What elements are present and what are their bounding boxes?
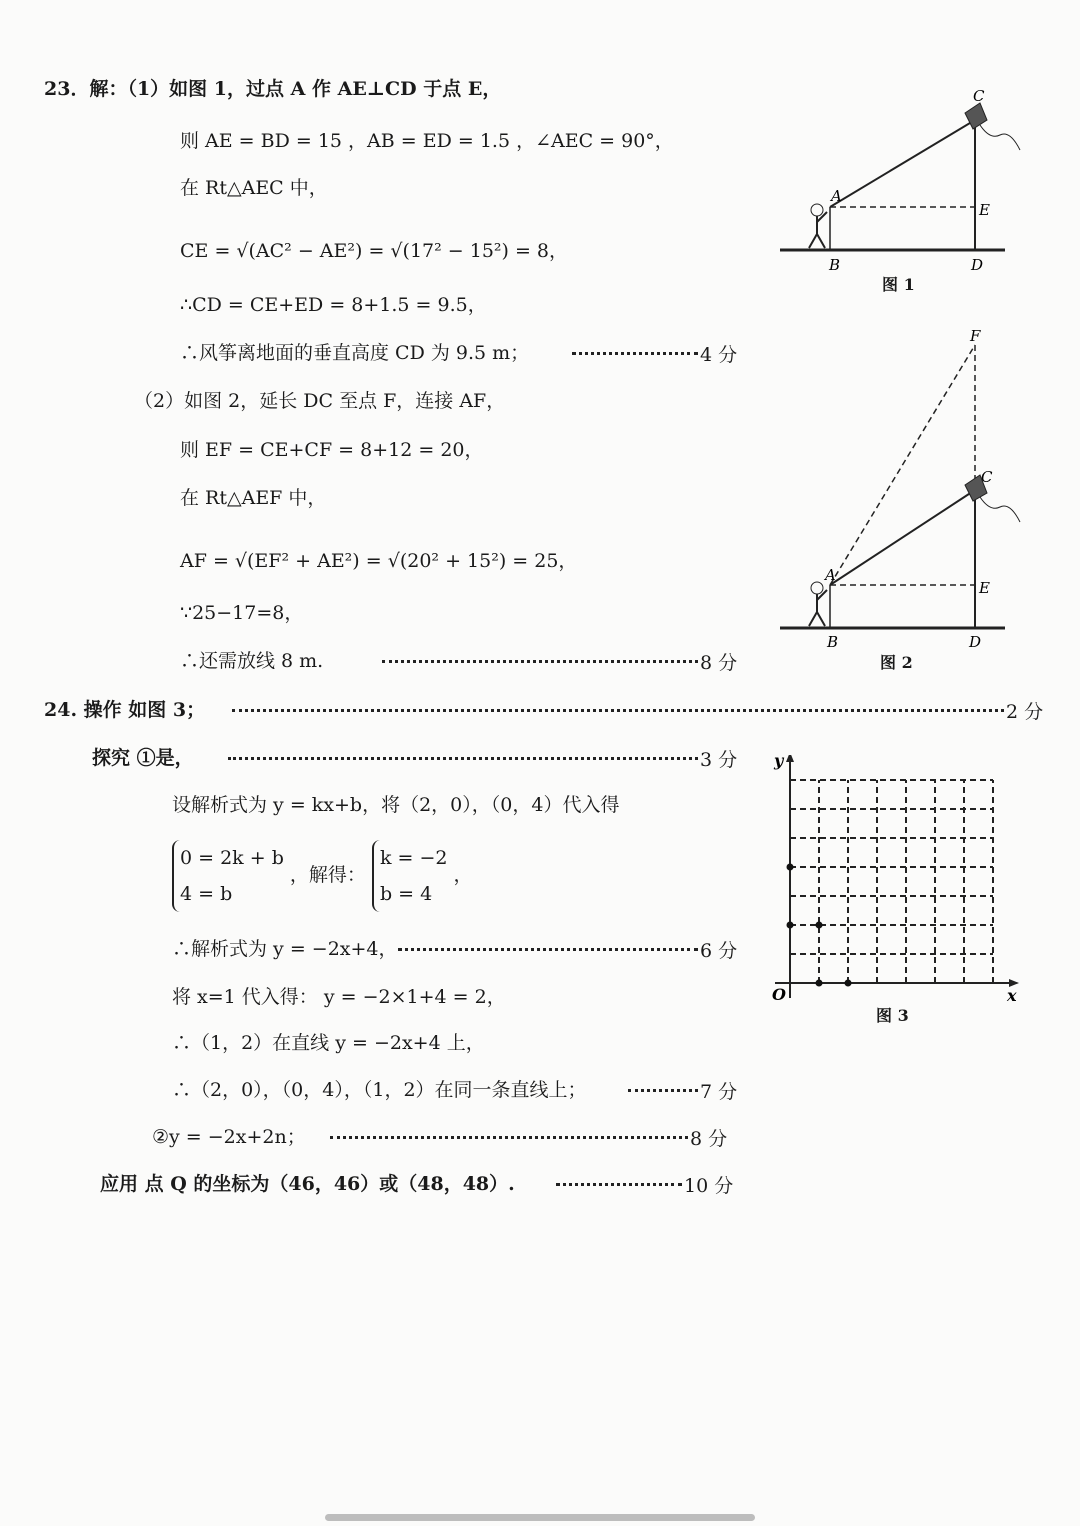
solve-label: ，解得： bbox=[289, 864, 366, 886]
q23-line7: （2）如图 2，延长 DC 至点 F，连接 AF， bbox=[134, 390, 506, 412]
q23-line8: 则 EF = CE+CF = 8+12 = 20， bbox=[180, 439, 484, 461]
q23-line5: ∴CD = CE+ED = 8+1.5 = 9.5， bbox=[180, 294, 487, 316]
score-8b: 8 分 bbox=[690, 1128, 728, 1150]
system1-eq1: 0 = 2k + b bbox=[180, 847, 284, 869]
q23-line4: CE = √(AC² − AE²) = √(17² − 15²) = 8， bbox=[180, 240, 569, 262]
figure-3-coordinate-grid bbox=[765, 755, 1025, 1005]
origin-label: O bbox=[772, 985, 786, 1004]
q24-line6: ∴（1，2）在直线 y = −2x+4 上， bbox=[172, 1032, 485, 1054]
figure-2-kite-diagram bbox=[775, 325, 1025, 655]
dot-leader bbox=[330, 1136, 688, 1139]
q24-line3: 设解析式为 y = kx+b，将（2，0），（0，4）代入得 bbox=[172, 794, 620, 816]
score-6: 6 分 bbox=[700, 940, 738, 962]
q23-line2: 则 AE = BD = 15 ，AB = ED = 1.5 ，∠AEC = 90°， bbox=[180, 130, 674, 152]
horizontal-scrollbar[interactable] bbox=[325, 1514, 755, 1521]
score-4: 4 分 bbox=[700, 344, 738, 366]
q24-line8: ②y = −2x+2n； bbox=[152, 1126, 306, 1148]
comma: ， bbox=[453, 864, 473, 886]
score-3: 3 分 bbox=[700, 749, 738, 771]
dot-leader bbox=[232, 709, 1004, 712]
label-E: E bbox=[979, 579, 990, 597]
person-icon bbox=[811, 204, 823, 216]
q23-line11: ∵25−17=8， bbox=[180, 602, 304, 624]
system2-eq2: b = 4 bbox=[379, 883, 433, 905]
y-axis-label: y bbox=[774, 755, 784, 770]
grid-point bbox=[816, 922, 823, 929]
dot-leader bbox=[382, 660, 698, 663]
figure-1-kite-diagram bbox=[775, 85, 1025, 285]
label-A: A bbox=[831, 187, 842, 205]
dot-leader bbox=[628, 1089, 698, 1092]
score-8: 8 分 bbox=[700, 652, 738, 674]
person-icon bbox=[811, 582, 823, 594]
figure-2-caption: 图 2 bbox=[880, 653, 913, 672]
figure-3-caption: 图 3 bbox=[876, 1006, 909, 1025]
system2-eq1: k = −2 bbox=[379, 847, 448, 869]
grid-point bbox=[816, 980, 823, 987]
grid-point bbox=[845, 980, 852, 987]
label-F: F bbox=[970, 327, 981, 345]
q23-line9: 在 Rt△AEF 中， bbox=[180, 487, 327, 509]
q23-line3: 在 Rt△AEC 中， bbox=[180, 177, 328, 199]
score-7: 7 分 bbox=[700, 1081, 738, 1103]
q24-line5: 将 x=1 代入得： y = −2×1+4 = 2， bbox=[172, 986, 506, 1008]
score-2: 2 分 bbox=[1006, 701, 1044, 723]
label-B: B bbox=[827, 633, 839, 651]
q23-line12: ∴还需放线 8 m. bbox=[180, 650, 324, 672]
q24-line1: 24. 操作 如图 3； bbox=[44, 699, 206, 721]
q24-line9: 应用 点 Q 的坐标为（46，46）或（48，48）. bbox=[100, 1173, 515, 1195]
grid-point bbox=[787, 864, 794, 871]
dot-leader bbox=[398, 948, 698, 951]
y-axis-arrow-icon bbox=[786, 755, 794, 762]
label-A: A bbox=[825, 566, 836, 584]
label-B: B bbox=[829, 256, 841, 274]
q24-line4: ∴解析式为 y = −2x+4， bbox=[172, 938, 398, 960]
q23-line1: 23．解：（1）如图 1，过点 A 作 AE⊥CD 于点 E， bbox=[44, 78, 502, 100]
grid-point bbox=[787, 922, 794, 929]
label-E: E bbox=[979, 201, 990, 219]
q23-line10: AF = √(EF² + AE²) = √(20² + 15²) = 25， bbox=[180, 550, 578, 572]
dot-leader bbox=[572, 352, 698, 355]
label-D: D bbox=[971, 256, 984, 274]
q24-line7: ∴（2，0），（0，4），（1，2）在同一条直线上； bbox=[172, 1079, 587, 1101]
figure-1-caption: 图 1 bbox=[882, 275, 915, 294]
q23-line6: ∴风筝离地面的垂直高度 CD 为 9.5 m； bbox=[180, 342, 530, 364]
q24-line2: 探究 ①是， bbox=[92, 747, 194, 769]
dot-leader bbox=[556, 1183, 682, 1186]
dot-leader bbox=[228, 757, 698, 760]
q24-equation-system bbox=[172, 840, 473, 912]
x-axis-label: x bbox=[1007, 986, 1017, 1005]
label-C: C bbox=[973, 87, 985, 105]
score-10: 10 分 bbox=[684, 1175, 734, 1197]
label-C: C bbox=[981, 468, 993, 486]
system1-eq2: 4 = b bbox=[180, 883, 233, 905]
label-D: D bbox=[969, 633, 982, 651]
